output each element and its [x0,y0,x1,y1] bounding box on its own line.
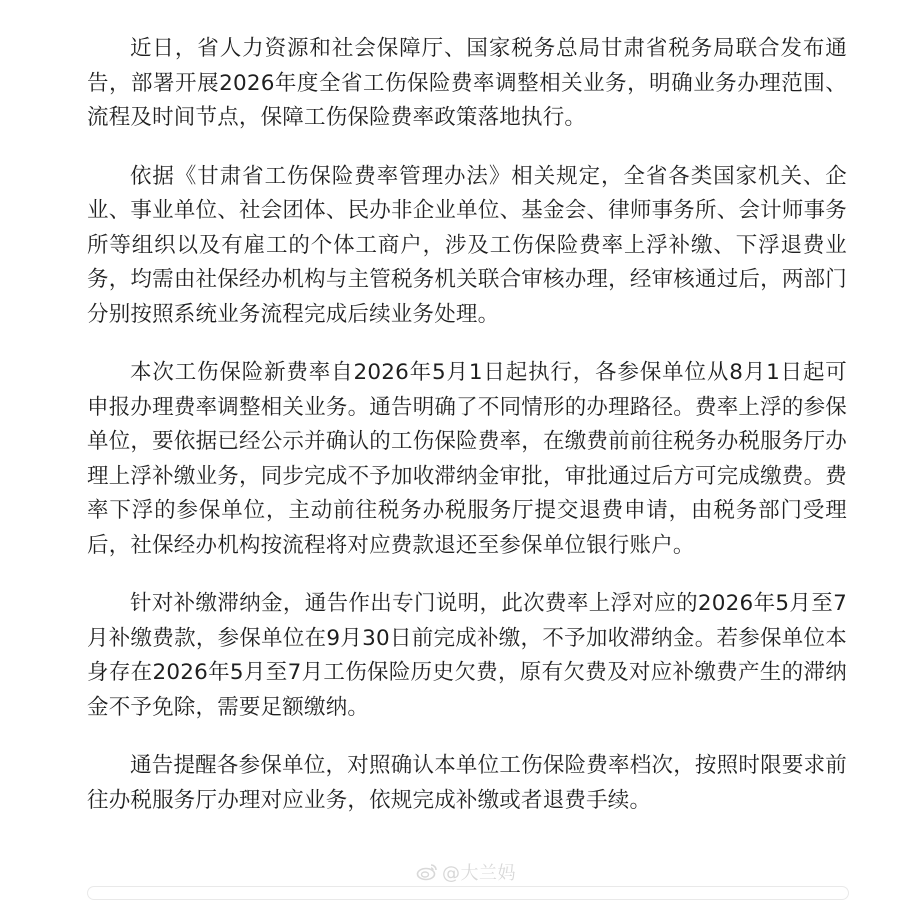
article-paragraph-1: 近日，省人力资源和社会保障厅、国家税务总局甘肃省税务局联合发布通告，部署开展2026年度全省工伤保险费率调整相关业务，明确业务办理范围、流程及时间节点，保障工伤保险费率政策落地执行。 [87,36,847,130]
watermark [416,859,516,885]
article-paragraph-2: 依据《甘肃省工伤保险费率管理办法》相关规定，全省各类国家机关、企业、事业单位、社会团体、民办非企业单位、基金会、律师事务所、会计师事务所等组织以及有雇工的个体工商户，涉及工伤保险费率上浮补缴、下浮退费业务，均需由社保经办机构与主管税务机关联合审核办理，经审核通过后，两部门分别按照系统业务流程完成后续业务处理。 [87,163,847,327]
article-paragraph-5: 通告提醒各参保单位，对照确认本单位工伤保险费率档次，按照时限要求前往办税服务厅办理对应业务，依规完成补缴或者退费手续。 [87,753,847,813]
article-body [87,32,847,842]
watermark-text: @大兰妈 [442,863,516,884]
article-paragraph-3: 本次工伤保险新费率自2026年5月1日起执行，各参保单位从8月1日起可申报办理费率调整相关业务。通告明确了不同情形的办理路径。费率上浮的参保单位，要依据已经公示并确认的工伤保险费率，在缴费前前往税务办税服务厅办理上浮补缴业务，同步完成不予加收滞纳金审批，审批通过后方可完成缴费。费率下浮的参保单位，主动前往税务办税服务厅提交退费申请，由税务部门受理后，社保经办机构按流程将对应费款退还至参保单位银行账户。 [87,360,847,558]
bottom-card [87,886,849,900]
weibo-icon [416,863,438,881]
article-paragraph-4: 针对补缴滞纳金，通告作出专门说明，此次费率上浮对应的2026年5月至7月补缴费款，参保单位在9月30日前完成补缴，不予加收滞纳金。若参保单位本身存在2026年5月至7月工伤保险历史欠费，原有欠费及对应补缴费产生的滞纳金不予免除，需要足额缴纳。 [87,591,847,720]
